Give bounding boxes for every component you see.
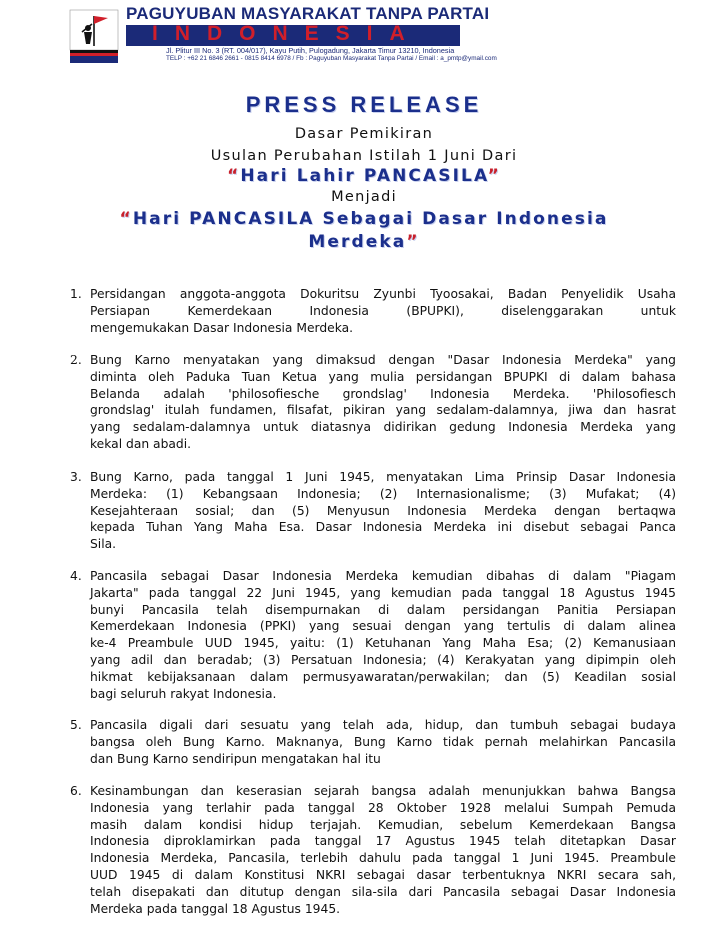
organization-name: INDONESIA xyxy=(152,22,422,45)
item-line: telah disepakati dan ditutup dengan sila-sila dari Pancasila sebagai Dasar Indonesia xyxy=(90,884,676,899)
item-line: Kesejahteraan sosial; dan (5) Menyusun Indonesia Merdeka dengan bertaqwa xyxy=(90,503,676,518)
item-line: bangsa oleh Bung Karno. Maknanya, Bung Karno tidak pernah melahirkan Pancasila xyxy=(90,734,676,749)
highlight-old-term-text: Hari Lahir PANCASILA xyxy=(240,166,488,186)
list-item xyxy=(70,286,678,336)
organization-address: Jl. Plitur III No. 3 (RT. 004/017), Kayu Putih, Pulogadung, Jakarta Timur 13210, Indonesia xyxy=(166,46,455,55)
item-line: Belanda adalah 'philosofiesche grondslag' Indonesia Merdeka. 'Philosofiesch xyxy=(90,386,676,401)
item-number: 1. xyxy=(70,287,82,301)
quote-open: “ xyxy=(227,166,241,186)
item-line: kepada Tuhan Yang Maha Esa. Dasar Indonesia Merdeka ini disebut sebagai Panca xyxy=(90,520,676,535)
item-line: Persiapan Kemerdekaan Indonesia (BPUPKI), diselenggarakan untuk xyxy=(90,303,676,318)
subtitle-line-2: Usulan Perubahan Istilah 1 Juni Dari xyxy=(210,148,518,164)
organization-title: PAGUYUBAN MASYARAKAT TANPA PARTAI xyxy=(126,4,490,23)
item-line: Indonesia Merdeka, Pancasila, terlebih dahulu pada tanggal 1 Juni 1945. Preambule xyxy=(90,851,676,866)
item-line: UUD 1945 di dalam Konstitusi NKRI sebagai dasar terbentuknya NKRI secara sah, xyxy=(90,867,676,882)
item-number: 6. xyxy=(70,784,82,798)
item-line: mengemukakan Dasar Indonesia Merdeka. xyxy=(90,320,354,335)
item-number: 4. xyxy=(70,569,82,583)
item-line: Bung Karno, pada tanggal 1 Juni 1945, menyatakan Lima Prinsip Dasar Indonesia xyxy=(90,470,676,484)
item-line: Jakarta" pada tanggal 22 Juni 1945, yang kemudian pada tanggal 18 Agustus 1945 xyxy=(90,585,676,600)
highlight-new-term-text-a: Hari PANCASILA Sebagai Dasar Indonesia xyxy=(132,209,609,229)
letterhead xyxy=(68,4,497,68)
list-item xyxy=(70,568,678,702)
item-line: hikmat kebijaksanaan dalam permusyawaratan/perwakilan; dan (5) Keadilan sosial xyxy=(90,669,676,684)
item-line: Merdeka pada tanggal 18 Agustus 1945. xyxy=(90,901,341,916)
item-line: kekal dan abadi. xyxy=(90,436,192,451)
item-line: Persidangan anggota-anggota Dokuritsu Zyunbi Tyoosakai, Badan Penyelidik Usaha xyxy=(90,287,676,301)
item-line: Kesinambungan dan keserasian sejarah bangsa adalah menunjukkan bahwa Bangsa xyxy=(90,784,676,798)
highlight-new-term-line-1 xyxy=(0,209,728,229)
highlight-old-term xyxy=(0,166,728,186)
item-line: bagi seluruh rakyat Indonesia. xyxy=(90,686,277,701)
subtitle-line-3: Menjadi xyxy=(331,189,397,205)
item-line: bunyi Pancasila telah disempurnakan di dalam persidangan Panitia Persiapan xyxy=(90,602,676,617)
item-line: masih dalam kondisi hidup terjajah. Kemudian, sebelum Kemerdekaan Bangsa xyxy=(90,817,676,832)
page-title: PRESS RELEASE xyxy=(245,92,483,117)
quote-close: ” xyxy=(406,232,420,252)
item-line: Bung Karno menyatakan yang dimaksud dengan "Dasar Indonesia Merdeka" yang xyxy=(90,353,676,367)
list-item xyxy=(70,469,678,553)
item-number: 3. xyxy=(70,470,82,484)
item-number: 2. xyxy=(70,353,82,367)
item-line: yang adil dan beradab; (3) Persatuan Indonesia; (4) Kerakyatan yang dipimpin oleh xyxy=(90,652,676,667)
item-line: Pancasila sebagai Dasar Indonesia Merdeka kemudian dibahas di dalam "Piagam xyxy=(90,569,676,583)
highlight-new-term-line-2 xyxy=(0,232,728,252)
highlight-new-term-text-b: Merdeka xyxy=(308,232,407,252)
subtitle-line-1: Dasar Pemikiran xyxy=(294,126,434,142)
list-item xyxy=(70,352,678,453)
item-line: dan Bung Karno sendiripun mengatakan hal itu xyxy=(90,751,381,766)
organization-contact: TELP : +62 21 6846 2661 - 0815 8414 6978 / Fb : Paguyuban Masyarakat Tanpa Partai / Email : a_pmtp@ymail.com xyxy=(166,55,497,62)
list-item xyxy=(70,717,678,767)
item-line: ke-4 Preambule UUD 1945, yaitu: (1) Ketuhanan Yang Maha Esa; (2) Kemanusiaan xyxy=(90,636,676,651)
item-line: grondslag' itulah fundamen, filsafat, pikiran yang sedalam-dalamnya, jiwa dan hasrat xyxy=(90,403,676,418)
item-line: Kemerdekaan Indonesia (PPKI) yang sesuai dengan yang tertulis di dalam alinea xyxy=(90,619,676,634)
item-line: Pancasila digali dari sesuatu yang telah ada, hidup, dan tumbuh sebagai budaya xyxy=(90,718,676,732)
item-line: diminta oleh Paduka Tuan Ketua yang mulia persidangan BPUPKI di dalam bahasa xyxy=(90,369,676,384)
item-line: Indonesia diproklamirkan pada tanggal 17 Agustus 1945 telah ditetapkan Dasar xyxy=(90,834,676,849)
organization-logo xyxy=(68,8,120,64)
item-number: 5. xyxy=(70,718,82,732)
item-line: Sila. xyxy=(90,537,117,552)
item-line: Merdeka: (1) Kebangsaan Indonesia; (2) Internasionalisme; (3) Mufakat; (4) xyxy=(90,486,676,501)
item-line: Indonesia yang terlahir pada tanggal 28 Oktober 1928 melalui Sumpah Pemuda xyxy=(90,800,676,815)
list-item xyxy=(70,783,678,917)
item-line: yang sedalam-dalamnya untuk diatasnya didirikan gedung Indonesia Merdeka yang xyxy=(90,420,676,435)
quote-open: “ xyxy=(119,209,133,229)
quote-close: ” xyxy=(487,166,501,186)
